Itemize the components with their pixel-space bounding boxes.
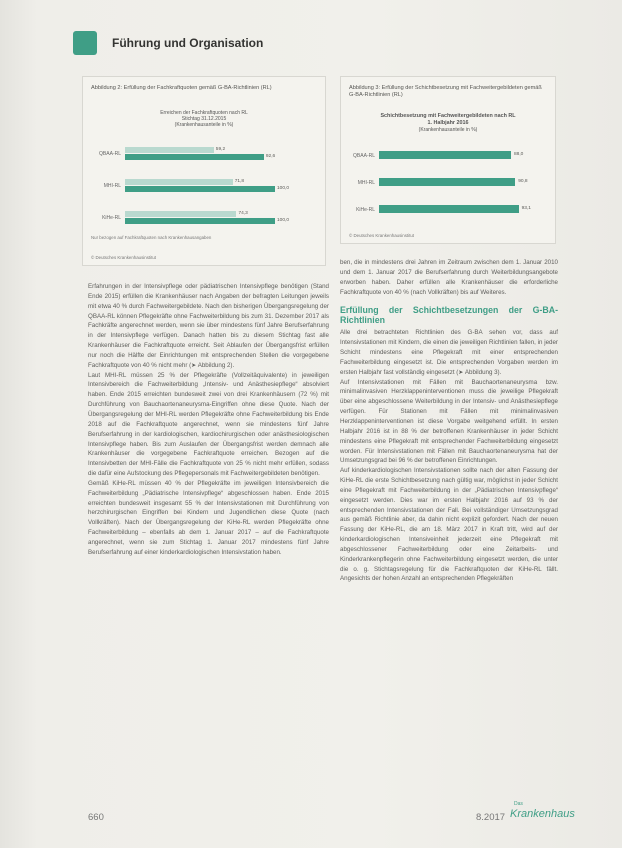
paragraph: Erfahrungen in der Intensivpflege oder pädiatrischen Intensivpflege benötigen (Stand Ende 2015) erfüllen die Krankenhäuser nach Angaben der befragten Leitungen jeweils mit etwa 40 % durch Fachweitergebildete. Nach den bisherigen Übergangsregelung der QBAA-RL können Pflegekräfte ohne Fachweiterbildung bis zum 31. Dezember 2017 als Fachkräfte angerechnet werden, wenn sie über mindestens fünf Jahre Berufserfahrung in der Intensivpflege verfügen. Danach hatten bis zu diesem Stichtag fast alle Krankenhäuser die Fachkraftquote erreicht. Seit Ablaufen der Übergangsfrist erfüllen nur noch die Hälfte der Einrichtungen mit entsprechenden Stellen die vorgegebene Fachkraftquote von 40 % nicht mehr (➤ Abbildung 2). — [88, 283, 329, 369]
bar-value-label: 100,0 — [277, 186, 290, 191]
section-marker — [73, 31, 97, 55]
page-number: 660 — [88, 812, 104, 823]
chart-1-subtitle: Stichtag 31.12.2015 — [181, 116, 227, 122]
category-label: KiHe-RL — [102, 215, 121, 221]
paragraph: Laut MHI-RL müssen 25 % der Pflegekräfte (Vollzeitäquivalente) in jeweiligen Intensivbereich die Fachweiterbildung „Intensiv- und Anästhesiepflege“ absolviert haben. Ende 2015 erreichten bundesweit zwei von drei Krankenhäusern (72 %) mit Durchführung von Bauchaortenaneurysma-Eingriffen ohne diese Quote. Nach der Übergangsregelung der MHI-RL werden Pflegekräfte ohne Fachweiterbildung bis Ende 2018 auf die Fachkraftquote angerechnet, wenn sie mindestens fünf Jahre Berufserfahrung in der kardiologischen, kardiochirurgischen oder anästhesiologischen Intensivpflege haben. Bis zum Auslaufen der Übergangsfrist werden demnach alle Krankenhäuser die vorgegebene Fachkraftquote erreichen. Bezogen auf die Intensivbetten der MHI-Fälle die Fachkraftquote von 25 % nicht mehr erfüllen, sodass die dafür eine Aufstockung des Pflegepersonals mit Fachweitergebildeten benötigen. — [88, 371, 329, 478]
section-heading: Erfüllung der Schichtbesetzungen der G-BA-Richtlinien — [340, 305, 558, 326]
bar-value-label: 59,2 — [215, 147, 226, 152]
logo-prefix: Das — [514, 801, 523, 807]
category-label: MHI-RL — [357, 180, 375, 186]
chart-1-unit: (Krankenhausanteile in %) — [174, 122, 234, 128]
figure-3 — [340, 76, 556, 244]
figure-2-caption: Abbildung 2: Erfüllung der Fachkraftquoten gemäß G-BA-Richtlinien (RL) — [91, 85, 272, 91]
figure-3-caption: Abbildung 3: Erfüllung der Schichtbesetzung mit Fachweitergebildeten gemäß G-BA-Richtlinien (RL) — [349, 85, 542, 98]
bar-value-label: 90,8 — [518, 179, 528, 184]
paragraph: ben, die in mindestens drei Jahren im Zeitraum zwischen dem 1. Januar 2010 und dem 1. Januar 2017 die Berufserfahrung durch Weiterbildungsangebote erworben haben. Daher erfüllen alle Krankenhäuser die erforderliche Fachkraftquote von 40 % (nach Vollkräften) bis auf Weiteres. — [340, 259, 558, 296]
journal-logo: Krankenhaus — [510, 808, 575, 820]
paragraph: Gemäß KiHe-RL müssen 40 % der Pflegekräfte im jeweiligen Intensivbereich die Fachweiterbildung „Pädiatrische Intensivpflege“ abgeschlossen haben. Ende 2015 erreichten bundesweit insgesamt 55 % der Intensivstationen mit Durchführung von herzchirurgischen Eingriffen bei Kindern und Jugendlichen diese Quote (nach Vollkräften). Nach der Übergangsregelung der KiHe-RL werden Pflegekräfte ohne Fachweiterbildung – ebenfalls ab dem 1. Januar 2017 – auf die Fachkraftquote angerechnet, wenn sie zum Stichtag 1. Januar 2017 mindestens fünf Jahre Berufserfahrung auf einer kinderkardiologischen Intensivstation haben. — [88, 479, 329, 556]
paragraph: Alle drei betrachteten Richtlinien des G-BA sehen vor, dass auf Intensivstationen mit Kindern, die einen die jeweiligen Richtlinien fallen, in jeder Schicht mindestens eine Pflegekraft mit einer entsprechenden Fachweiterbildung eingesetzt ist. Die entsprechenden Vorgaben werden im ersten Halbjahr fast vollständig eingesetzt (➤ Abbildung 3). — [340, 329, 558, 376]
bar — [125, 218, 275, 224]
bar — [125, 154, 264, 160]
paragraph: Auf Intensivstationen mit Fällen mit Bauchaortenaneurysma bzw. minimalinvasiven Herzklappeninterventionen muss die jeweilige Pflegekraft über eine abgeschlossene Weiterbildung in der Intensiv- und Anästhesiepflege verfügen. Für Stationen mit Fällen mit minimalinvasiven Herzklappeninterventionen ist diese Vorgabe weitgehend erfüllt. In ersten Halbjahr 2016 ist in 88 % der betroffenen Krankenhäuser in jeder Schicht mindestens eine Pflegekraft mit entsprechender Fachweiterbildung eingesetzt worden. Für Intensivstationen mit Fällen mit Bauchaortenaneurysma hat der Umsetzungsgrad bei 96 % der betroffenen Einrichtungen. — [340, 378, 558, 465]
paragraph: Auf kinderkardiologischen Intensivstationen sollte nach der alten Fassung der KiHe-RL die erste Schichtbesetzung nach gültig war, möglichst in jeder Schicht eine Pflegekraft mit Fachweiterbildung in der „Pädiatrischen Intensivpflege“ eingesetzt werden. Dies war im ersten Halbjahr 2016 auf 93 % der entsprechenden Intensivstationen der Fall. Bei vollständiger Umsetzungsgrad aus gemäß Richtlinie aber, da dahin nicht explizit gefordert. Nach der neuen Fassung der KiHe-RL, die am 18. März 2017 in Kraft tritt, wird auf der kinderkardiologischen Intensiveinheit jederzeit eine Pflegekraft mit abgeschlossener Fachweiterbildung oder eine Zeitarbeits- und Kinderkrankenpflegerin ohne Fachweiterbildung eingesetzt werden, die unter die o. g. Stichtagsregelung für die Fachkraftquoten der KiHe-RL fällt. Angesichts der hohen Anzahl an entsprechenden Pflegekräften — [340, 467, 558, 583]
bar — [379, 178, 515, 186]
bar-value-label: 74,3 — [238, 211, 248, 216]
bar-value-label: 100,0 — [277, 218, 290, 223]
category-label: KiHe-RL — [356, 207, 375, 213]
chart-1-title: Erreichen der Fachkraftquoten nach RL — [160, 110, 248, 116]
left-column — [88, 282, 329, 558]
bar — [379, 151, 511, 159]
bar-value-label: 92,6 — [265, 154, 276, 159]
category-label: QBAA-RL — [353, 153, 375, 159]
chart-2-title: Schichtbesetzung mit Fachweitergebildeten nach RL — [380, 113, 516, 119]
bar-value-label: 71,8 — [234, 179, 245, 184]
figure-2-source: © Deutsches Krankenhausinstitut — [91, 255, 156, 260]
bar — [125, 147, 214, 153]
bar-value-label: 93,1 — [521, 206, 531, 211]
category-label: QBAA-RL — [99, 151, 121, 157]
right-column — [340, 258, 558, 584]
chart-2-unit: (Krankenhausanteile in %) — [418, 127, 478, 133]
bar — [379, 205, 519, 213]
bar-value-label: 88,0 — [514, 152, 524, 157]
figure-3-source: © Deutsches Krankenhausinstitut — [349, 233, 414, 238]
figure-2-note: Nur bezogen auf Fachkraftquoten nach Krankenhausangaben — [91, 235, 212, 240]
issue-number: 8.2017 — [476, 812, 506, 823]
figure-2 — [82, 76, 326, 266]
bar — [125, 186, 275, 192]
bar — [125, 211, 236, 217]
chart-2-subtitle: 1. Halbjahr 2016 — [427, 120, 469, 126]
section-title: Führung und Organisation — [112, 36, 264, 50]
bar — [125, 179, 233, 185]
category-label: MHI-RL — [103, 183, 121, 189]
